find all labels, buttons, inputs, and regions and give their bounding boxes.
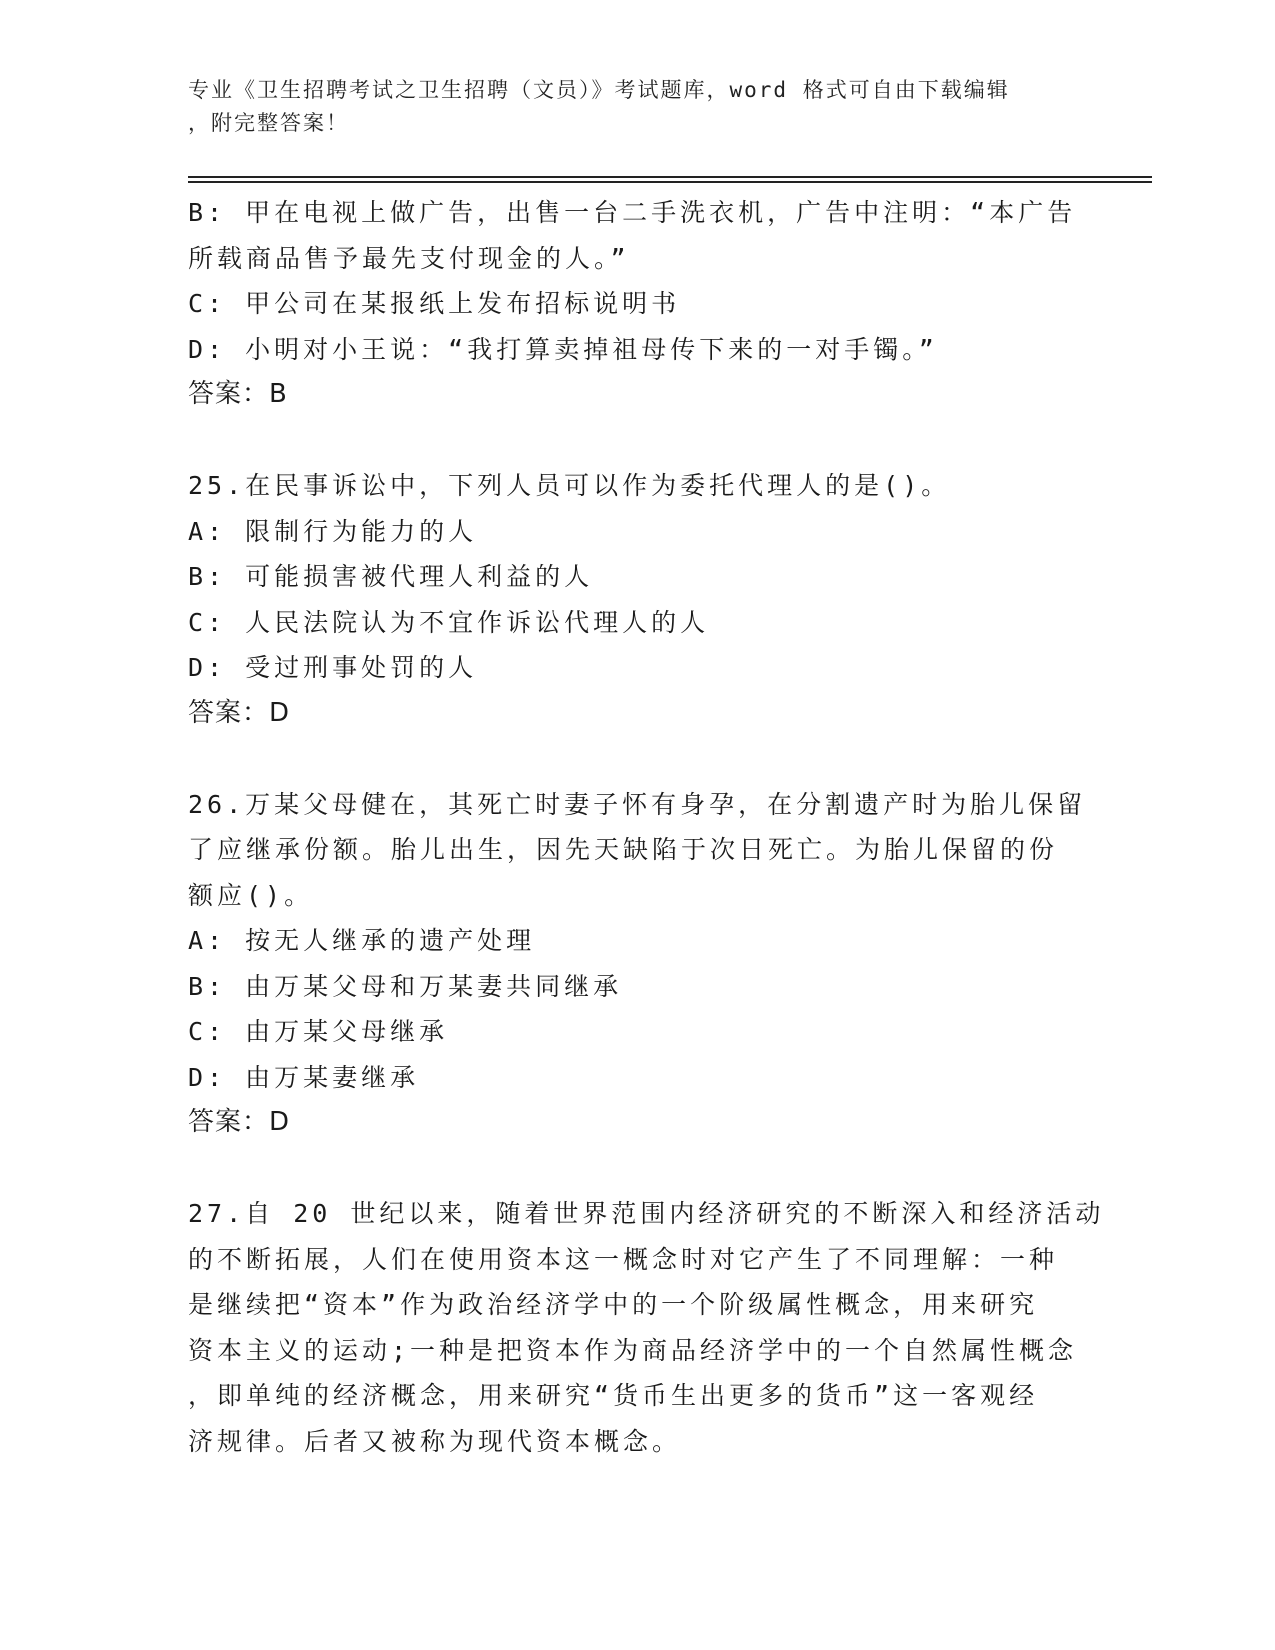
header-line-2: ，附完整答案！ (188, 111, 349, 135)
document-body (188, 190, 1105, 1464)
question-stem-line-2: 了应继承份额。胎儿出生，因先天缺陷于次日死亡。为胎儿保留的份 (188, 835, 1059, 864)
answer: 答案：B (188, 379, 288, 409)
question-stem: 25.在民事诉讼中，下列人员可以作为委托代理人的是()。 (188, 471, 951, 500)
option-b: B: 由万某父母和万某妻共同继承 (188, 971, 623, 1001)
option-b-line-2: 所载商品售予最先支付现金的人。” (188, 243, 630, 273)
header-divider-bottom (188, 181, 1152, 183)
answer: 答案：D (188, 697, 291, 728)
question-stem-line-3: 额应()。 (188, 880, 314, 910)
option-c: C: 由万某父母继承 (188, 1017, 449, 1046)
question-24-continued (188, 190, 1088, 418)
option-a: A: 限制行为能力的人 (188, 516, 478, 546)
header-line-1: 专业《卫生招聘考试之卫生招聘（文员）》考试题库，word 格式可自由下载编辑 (188, 78, 1010, 102)
header-divider-top (188, 176, 1152, 178)
question-stem-line-3: 是继续把“资本”作为政治经济学中的一个阶级属性概念，用来研究 (188, 1290, 1039, 1319)
question-stem-line-4: 资本主义的运动;一种是把资本作为商品经济学中的一个自然属性概念 (188, 1335, 1078, 1365)
option-b-line-1: B: 甲在电视上做广告，出售一台二手洗衣机，广告中注明：“本广告 (188, 198, 1077, 227)
answer: 答案：D (188, 1107, 291, 1137)
option-d: D: 受过刑事处罚的人 (188, 653, 478, 682)
question-27 (188, 1191, 1105, 1464)
question-stem-line-1: 27.自 20 世纪以来，随着世界范围内经济研究的不断深入和经济活动 (188, 1199, 1105, 1228)
option-b: B: 可能损害被代理人利益的人 (188, 562, 594, 591)
question-stem-line-5: ，即单纯的经济概念，用来研究“货币生出更多的货币”这一客观经 (188, 1381, 1039, 1410)
option-d: D: 由万某妻继承 (188, 1062, 420, 1092)
option-a: A: 按无人继承的遗产处理 (188, 926, 536, 955)
question-stem-line-2: 的不断拓展，人们在使用资本这一概念时对它产生了不同理解：一种 (188, 1244, 1059, 1274)
option-d: D: 小明对小王说：“我打算卖掉祖母传下来的一对手镯。” (188, 334, 938, 364)
spacer (188, 736, 1088, 782)
question-stem-line-1: 26.万某父母健在，其死亡时妻子怀有身孕，在分割遗产时为胎儿保留 (188, 789, 1087, 819)
spacer (188, 1146, 1088, 1192)
option-c: C: 人民法院认为不宜作诉讼代理人的人 (188, 607, 710, 637)
document-header (188, 74, 1088, 140)
option-c: C: 甲公司在某报纸上发布招标说明书 (188, 289, 681, 318)
question-26 (188, 782, 1088, 1146)
question-stem-line-6: 济规律。后者又被称为现代资本概念。 (188, 1426, 682, 1456)
question-25 (188, 463, 1088, 736)
spacer (188, 418, 1088, 464)
